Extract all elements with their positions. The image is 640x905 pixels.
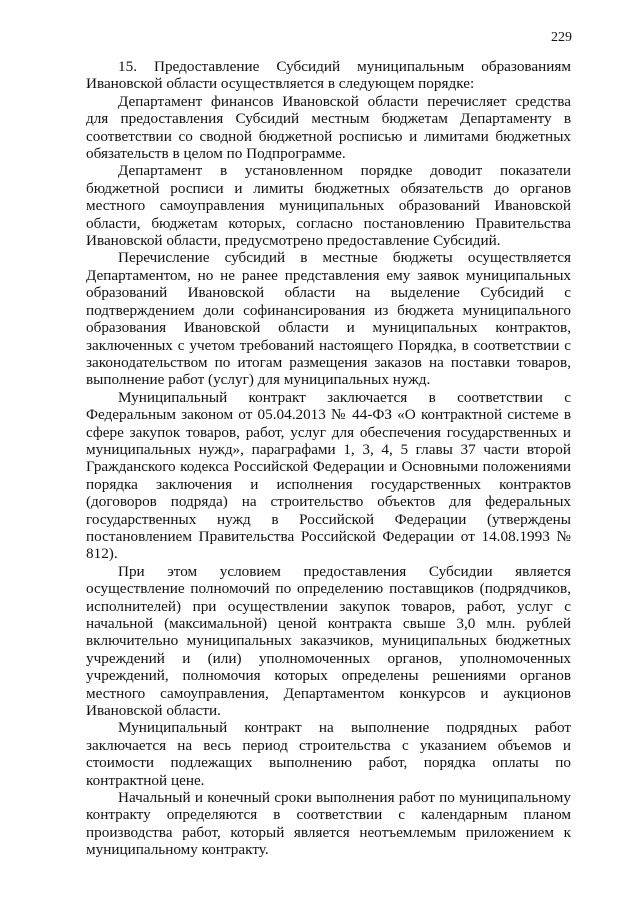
paragraph-municipal-contract-law: Муниципальный контракт заключается в соответствии с Федеральным законом от 05.04.2013 № 44-ФЗ «О контрактной системе в сфере закупок товаров, работ, услуг для обеспечения государственных и муниципальных нужд», параграфами 1, 3, 4, 5 главы 37 части второй Гражданского кодекса Российской Федерации и Основными положениями порядка заключения и исполнения государственных контрактов (договоров подряда) на строительство объектов для федеральных государственных нужд в Российской Федерации (утверждены постановлением Правительства Российской Федерации от 14.08.1993 № 812). xyxy=(86,388,571,563)
paragraph-subsidy-procedure: 15. Предоставление Субсидий муниципальным образованиям Ивановской области осуществляется в следующем порядке: xyxy=(86,58,571,93)
paragraph-contract-period: Муниципальный контракт на выполнение подрядных работ заключается на весь период строительства с указанием объемов и стоимости подлежащих выполнению работ, порядка оплаты по контрактной цене. xyxy=(86,719,571,789)
paragraph-work-schedule: Начальный и конечный сроки выполнения работ по муниципальному контракту определяются в соответствии с календарным планом производства работ, который является неотъемлемым приложением к муниципальному контракту. xyxy=(86,789,571,859)
paragraph-budget-limits: Департамент в установленном порядке доводит показатели бюджетной росписи и лимиты бюджетных обязательств до органов местного самоуправления муниципальных образований Ивановской области, бюджетам которых, согласно постановлению Правительства Ивановской области, предусмотрено предоставление Субсидий. xyxy=(86,162,571,250)
paragraph-subsidy-condition: При этом условием предоставления Субсидии является осуществление полномочий по определению поставщиков (подрядчиков, исполнителей) при осуществлении закупок товаров, работ, услуг с начальной (максимальной) ценой контракта свыше 3,0 млн. рублей включительно муниципальных заказчиков, муниципальных бюджетных учреждений и (или) уполномоченных органов, уполномоченных учреждений, полномочия которых определены решениями органов местного самоуправления, Департаментом конкурсов и аукционов Ивановской области. xyxy=(86,562,571,720)
paragraph-subsidy-transfer: Перечисление субсидий в местные бюджеты осуществляется Департаментом, но не ранее представления ему заявок муниципальных образований Ивановской области на выделение Субсидий с подтверждением доли софинансирования из бюджета муниципального образования Ивановской области и муниципальных контрактов, заключенных с учетом требований настоящего Порядка, в соответствии с законодательством по итогам размещения заказов на поставки товаров, выполнение работ (услуг) для муниципальных нужд. xyxy=(86,249,571,389)
document-body xyxy=(86,58,571,859)
page-number: 229 xyxy=(551,30,572,45)
paragraph-finance-department: Департамент финансов Ивановской области перечисляет средства для предоставления Субсидий местным бюджетам Департаменту в соответствии со сводной бюджетной росписью и лимитами бюджетных обязательств в целом по Подпрограмме. xyxy=(86,92,571,163)
